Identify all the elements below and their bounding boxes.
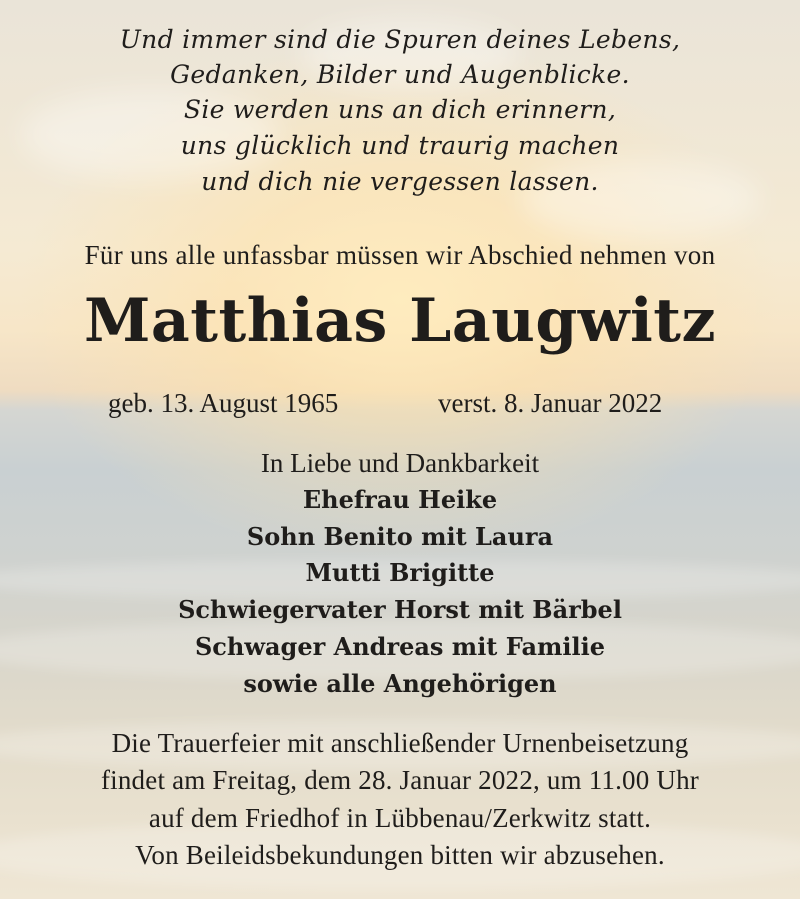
funeral-info-line: auf dem Friedhof in Lübbenau/Zerkwitz statt. xyxy=(148,803,652,833)
poem-line: Gedanken, Bilder und Augenblicke. xyxy=(170,60,630,89)
mourner-name: Schwiegervater Horst mit Bärbel xyxy=(178,595,622,624)
birth-date: geb. 13. August 1965 xyxy=(108,388,339,418)
poem-line: Und immer sind die Spuren deines Lebens, xyxy=(119,25,681,54)
poem-line: uns glücklich und traurig machen xyxy=(180,131,620,160)
death-date: verst. 8. Januar 2022 xyxy=(438,388,663,418)
poem-line: Sie werden uns an dich erinnern, xyxy=(183,95,617,124)
intro-text: Für uns alle unfassbar müssen wir Abschied nehmen von xyxy=(84,240,716,270)
mourner-name: Ehefrau Heike xyxy=(302,485,498,514)
funeral-info-line: Die Trauerfeier mit anschließender Urnenbeisetzung xyxy=(111,728,689,758)
mourner-name: Sohn Benito mit Laura xyxy=(246,522,554,551)
mourner-name: Schwager Andreas mit Familie xyxy=(194,632,606,661)
thanks-line: In Liebe und Dankbarkeit xyxy=(260,448,540,478)
funeral-info-line: Von Beileidsbekundungen bitten wir abzusehen. xyxy=(135,840,665,870)
mourner-name: Mutti Brigitte xyxy=(305,558,495,587)
deceased-name: Matthias Laugwitz xyxy=(83,286,717,356)
mourner-name: sowie alle Angehörigen xyxy=(243,669,557,698)
poem-line: und dich nie vergessen lassen. xyxy=(201,167,599,196)
funeral-info-line: findet am Freitag, dem 28. Januar 2022, um 11.00 Uhr xyxy=(100,765,700,795)
